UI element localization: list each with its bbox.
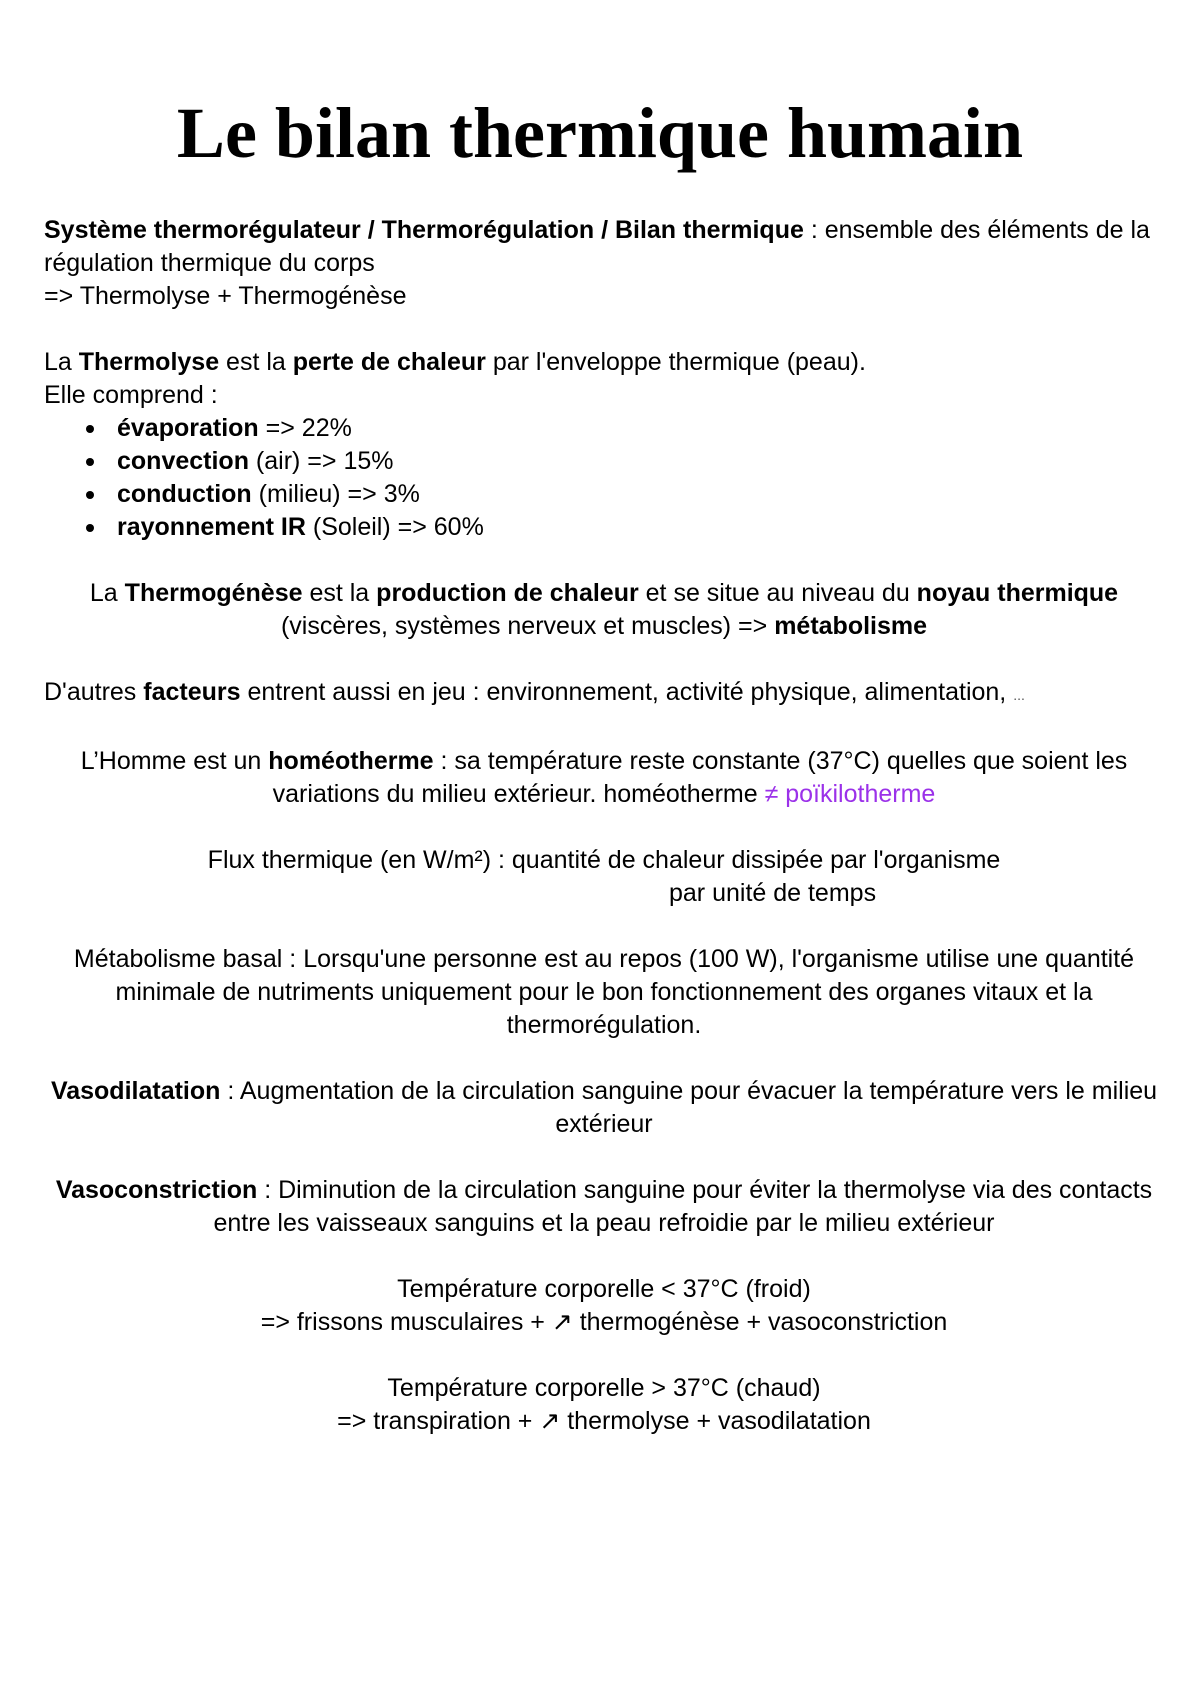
homme-pre: L’Homme est un [80,747,269,775]
list-item [82,412,1164,445]
list-item [82,511,1164,544]
thermolyse-est-la: est la [219,348,293,376]
facteurs-pre: D'autres [44,678,144,706]
chaud-line-2: => transpiration + ↗ thermolyse + vasodilatation [337,1407,871,1435]
thermolyse-la: La [44,348,79,376]
facteurs-paragraph [44,676,1164,712]
thermolyse-comprend: Elle comprend : [44,381,218,409]
thermolyse-list [44,412,1164,544]
poikilotherme-highlight: ≠ poïkilotherme [764,780,936,808]
definition-text: : ensemble des éléments de la régulation thermique du corps [44,216,1150,277]
page-title: Le bilan thermique humain [176,93,1024,173]
definition-term: Système thermorégulateur / Thermorégulation / Bilan thermique [44,216,804,244]
bullet-icon [86,458,94,466]
noyau-thermique-term: noyau thermique [916,579,1119,607]
vasodilatation-text: : Augmentation de la circulation sanguine pour évacuer la température vers le milieu extérieur [220,1077,1158,1138]
list-item-term: évaporation [117,414,259,442]
document-body [44,214,1164,1438]
facteurs-term: facteurs [143,678,241,706]
thermogenese-mid: et se situe au niveau du [638,579,917,607]
homeotherme-term: homéotherme [268,747,434,775]
bullet-icon [86,524,94,532]
thermogenese-est-la: est la [302,579,377,607]
vasodilatation-paragraph [44,1075,1164,1141]
list-item [82,478,1164,511]
bullet-icon [86,491,94,499]
froid-line-2: => frissons musculaires + ↗ thermogénèse + vasoconstriction [260,1308,948,1336]
metabolisme-basal-paragraph: Métabolisme basal : Lorsqu'une personne est au repos (100 W), l'organisme utilise une quantité minimale de nutriments uniquement pour le bon fonctionnement des organes vitaux et la thermorégulation. [73,945,1135,1039]
thermogenese-paragraph [44,577,1164,643]
froid-line-1: Température corporelle < 37°C (froid) [397,1275,811,1303]
list-item-text: (Soleil) => 60% [305,513,484,541]
definition-formula: => Thermolyse + Thermogénèse [44,282,407,310]
list-item-text: => 22% [258,414,352,442]
list-item-term: convection [117,447,249,475]
chaud-line-1: Température corporelle > 37°C (chaud) [387,1374,821,1402]
vasoconstriction-text: : Diminution de la circulation sanguine pour éviter la thermolyse via des contacts entre les vaisseaux sanguins et la peau refroidie par le milieu extérieur [213,1176,1153,1237]
flux-line-1: Flux thermique (en W/m²) : quantité de chaleur dissipée par l'organisme [207,846,1001,874]
thermogenese-term: Thermogénèse [124,579,303,607]
thermogenese-paren: (viscères, systèmes nerveux et muscles) => [280,612,775,640]
list-item-term: conduction [117,480,252,508]
vasoconstriction-term: Vasoconstriction [55,1176,258,1204]
bullet-icon [86,425,94,433]
list-item-text: (air) => 15% [248,447,394,475]
vasodilatation-term: Vasodilatation [50,1077,221,1105]
definition-paragraph [44,214,1164,280]
list-item-term: rayonnement IR [117,513,306,541]
metabolisme-term: métabolisme [774,612,928,640]
thermogenese-la: La [89,579,125,607]
facteurs-ellipsis: ... [1013,687,1025,703]
homeotherme-paragraph [44,745,1164,811]
thermolyse-term: Thermolyse [78,348,220,376]
thermolyse-paragraph [44,346,1164,379]
list-item [82,445,1164,478]
homme-text: : sa température reste constante (37°C) quelles que soient les variations du milieu extérieur. homéotherme [272,747,1128,808]
production-chaleur-term: production de chaleur [376,579,639,607]
flux-line-2: par unité de temps [669,879,877,907]
facteurs-text: entrent aussi en jeu : environnement, activité physique, alimentation, [240,678,1014,706]
perte-chaleur-term: perte de chaleur [292,348,486,376]
thermolyse-rest: par l'enveloppe thermique (peau). [485,348,866,376]
list-item-text: (milieu) => 3% [251,480,420,508]
vasoconstriction-paragraph [44,1174,1164,1240]
